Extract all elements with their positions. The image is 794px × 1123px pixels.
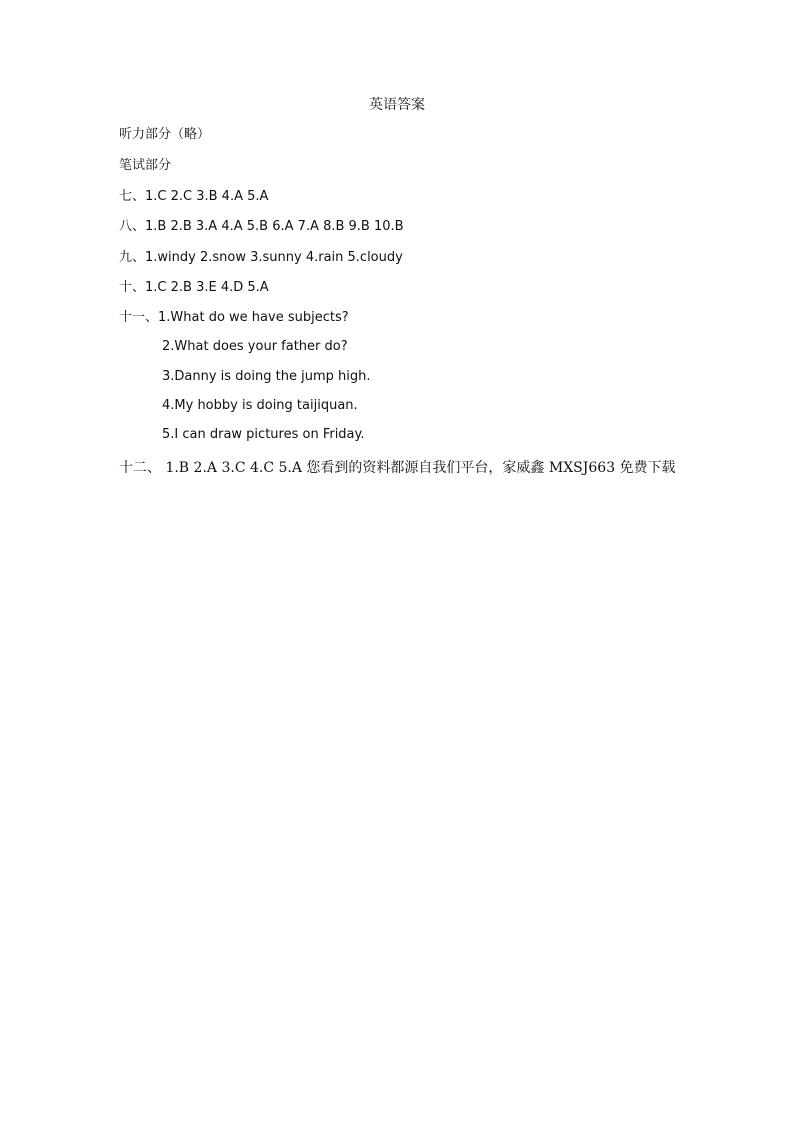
- page-title: 英语答案: [369, 97, 425, 113]
- answer-subline-11-5: 5.I can draw pictures on Friday.: [162, 427, 365, 442]
- written-section-heading: 笔试部分: [119, 158, 172, 173]
- answer-line-section-9: 九、1.windy 2.snow 3.sunny 4.rain 5.cloudy: [119, 250, 403, 265]
- answer-subline-11-2: 2.What does your father do?: [162, 339, 348, 354]
- answer-line-section-7: 七、1.C 2.C 3.B 4.A 5.A: [119, 189, 269, 204]
- listening-section-note: 听力部分（略）: [119, 127, 211, 142]
- answer-line-section-11: 十一、1.What do we have subjects?: [119, 310, 349, 325]
- answer-subline-11-3: 3.Danny is doing the jump high.: [162, 369, 371, 384]
- answer-line-section-10: 十、1.C 2.B 3.E 4.D 5.A: [119, 280, 269, 295]
- answer-subline-11-4: 4.My hobby is doing taijiquan.: [162, 398, 358, 413]
- answer-line-section-8: 八、1.B 2.B 3.A 4.A 5.B 6.A 7.A 8.B 9.B 10.B: [119, 219, 404, 234]
- answer-line-section-12: 十二、 1.B 2.A 3.C 4.C 5.A 您看到的资料都源自我们平台，家威鑫 MXSJ663 免费下载: [119, 460, 676, 476]
